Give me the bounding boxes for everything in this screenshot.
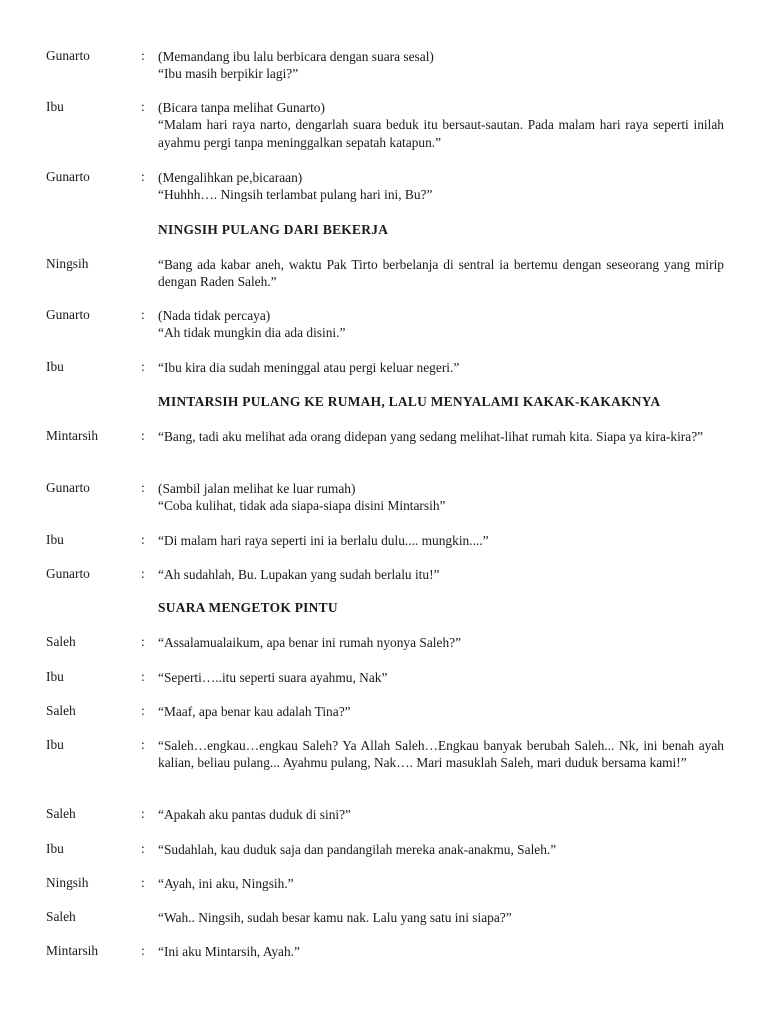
scene-heading: SUARA MENGETOK PINTU xyxy=(158,600,338,615)
dialogue-paragraph: “Malam hari raya narto, dengarlah suara beduk itu bersaut-sautan. Pada malam hari raya seperti inilah ayahmu pergi tanpa meninggalkan sepatah katapun.” xyxy=(158,117,724,150)
colon-separator: : xyxy=(141,703,145,718)
colon-separator: : xyxy=(141,532,145,547)
dialogue-text xyxy=(158,841,724,858)
dialogue-text xyxy=(158,428,724,445)
stage-direction: (Mengalihkan pe,bicaraan) xyxy=(158,170,303,185)
speaker-name: Ningsih xyxy=(46,875,89,890)
stage-direction: (Sambil jalan melihat ke luar rumah) xyxy=(158,481,356,496)
colon-separator: : xyxy=(141,99,145,114)
dialogue-text xyxy=(158,169,724,204)
colon-separator: : xyxy=(141,841,145,856)
dialogue-line: “Ah sudahlah, Bu. Lupakan yang sudah berlalu itu!” xyxy=(158,567,440,582)
speaker-name: Ibu xyxy=(46,669,64,684)
speaker-name: Ningsih xyxy=(46,256,89,271)
colon-separator: : xyxy=(141,566,145,581)
dialogue-text xyxy=(158,875,724,892)
dialogue-line: “Wah.. Ningsih, sudah besar kamu nak. Lalu yang satu ini siapa?” xyxy=(158,910,512,925)
dialogue-text xyxy=(158,359,724,376)
dialogue-text xyxy=(158,532,724,549)
dialogue-text xyxy=(158,48,724,83)
speaker-name: Gunarto xyxy=(46,566,90,581)
dialogue-text xyxy=(158,307,724,342)
dialogue-line: “Sudahlah, kau duduk saja dan pandangilah mereka anak-anakmu, Saleh.” xyxy=(158,842,557,857)
speaker-name: Ibu xyxy=(46,359,64,374)
speaker-name: Ibu xyxy=(46,841,64,856)
speaker-name: Gunarto xyxy=(46,48,90,63)
stage-direction: (Nada tidak percaya) xyxy=(158,308,271,323)
dialogue-text xyxy=(158,703,724,720)
speaker-name: Gunarto xyxy=(46,169,90,184)
colon-separator: : xyxy=(141,943,145,958)
speaker-name: Ibu xyxy=(46,99,64,114)
speaker-name: Mintarsih xyxy=(46,428,99,443)
dialogue-text xyxy=(158,634,724,651)
speaker-name: Saleh xyxy=(46,703,76,718)
speaker-name: Ibu xyxy=(46,532,64,547)
scene-heading: MINTARSIH PULANG KE RUMAH, LALU MENYALAMI KAKAK-KAKAKNYA xyxy=(158,394,661,409)
speaker-name: Saleh xyxy=(46,806,76,821)
dialogue-line: “Ah tidak mungkin dia ada disini.” xyxy=(158,325,346,341)
stage-direction: (Bicara tanpa melihat Gunarto) xyxy=(158,100,325,115)
dialogue-line: “Ibu kira dia sudah meninggal atau pergi keluar negeri.” xyxy=(158,360,460,375)
speaker-name: Gunarto xyxy=(46,480,90,495)
dialogue-text xyxy=(158,256,724,291)
dialogue-text xyxy=(158,99,724,151)
dialogue-line: “Coba kulihat, tidak ada siapa-siapa disini Mintarsih” xyxy=(158,498,446,514)
dialogue-line: “Huhhh…. Ningsih terlambat pulang hari ini, Bu?” xyxy=(158,187,433,203)
speaker-name: Saleh xyxy=(46,909,76,924)
colon-separator: : xyxy=(141,806,145,821)
colon-separator: : xyxy=(141,428,145,443)
dialogue-text xyxy=(158,909,724,926)
dialogue-line: “Assalamualaikum, apa benar ini rumah nyonya Saleh?” xyxy=(158,635,462,650)
stage-direction: (Memandang ibu lalu berbicara dengan suara sesal) xyxy=(158,49,434,64)
dialogue-text xyxy=(158,566,724,583)
dialogue-paragraph: “Bang ada kabar aneh, waktu Pak Tirto berbelanja di sentral ia bertemu dengan seseorang yang mirip dengan Raden Saleh.” xyxy=(158,257,724,290)
colon-separator: : xyxy=(141,634,145,649)
colon-separator: : xyxy=(141,480,145,495)
colon-separator: : xyxy=(141,875,145,890)
speaker-name: Gunarto xyxy=(46,307,90,322)
colon-separator: : xyxy=(141,359,145,374)
colon-separator: : xyxy=(141,669,145,684)
colon-separator: : xyxy=(141,169,145,184)
dialogue-text xyxy=(158,669,724,686)
dialogue-paragraph: “Saleh…engkau…engkau Saleh? Ya Allah Saleh…Engkau banyak berubah Saleh... Nk, ini benah ayah kalian, beliau pulang... Ayahmu pulang, Nak…. Mari masuklah Saleh, mari duduk bersama kami!” xyxy=(158,738,724,771)
dialogue-line: “Ayah, ini aku, Ningsih.” xyxy=(158,876,294,891)
dialogue-line: “Ibu masih berpikir lagi?” xyxy=(158,66,299,82)
dialogue-text xyxy=(158,737,724,772)
dialogue-line: “Seperti…..itu seperti suara ayahmu, Nak” xyxy=(158,670,388,685)
colon-separator: : xyxy=(141,307,145,322)
dialogue-line: “Di malam hari raya seperti ini ia berlalu dulu.... mungkin....” xyxy=(158,533,489,548)
speaker-name: Saleh xyxy=(46,634,76,649)
dialogue-line: “Maaf, apa benar kau adalah Tina?” xyxy=(158,704,351,719)
dialogue-paragraph: “Bang, tadi aku melihat ada orang didepan yang sedang melihat-lihat rumah kita. Siapa ya kira-kira?” xyxy=(158,429,704,444)
dialogue-text xyxy=(158,480,724,515)
colon-separator: : xyxy=(141,737,145,752)
dialogue-line: “Apakah aku pantas duduk di sini?” xyxy=(158,807,351,822)
speaker-name: Ibu xyxy=(46,737,64,752)
dialogue-text xyxy=(158,806,724,823)
colon-separator: : xyxy=(141,48,145,63)
dialogue-line: “Ini aku Mintarsih, Ayah.” xyxy=(158,944,300,959)
dialogue-text xyxy=(158,943,724,960)
speaker-name: Mintarsih xyxy=(46,943,99,958)
scene-heading: NINGSIH PULANG DARI BEKERJA xyxy=(158,222,389,237)
